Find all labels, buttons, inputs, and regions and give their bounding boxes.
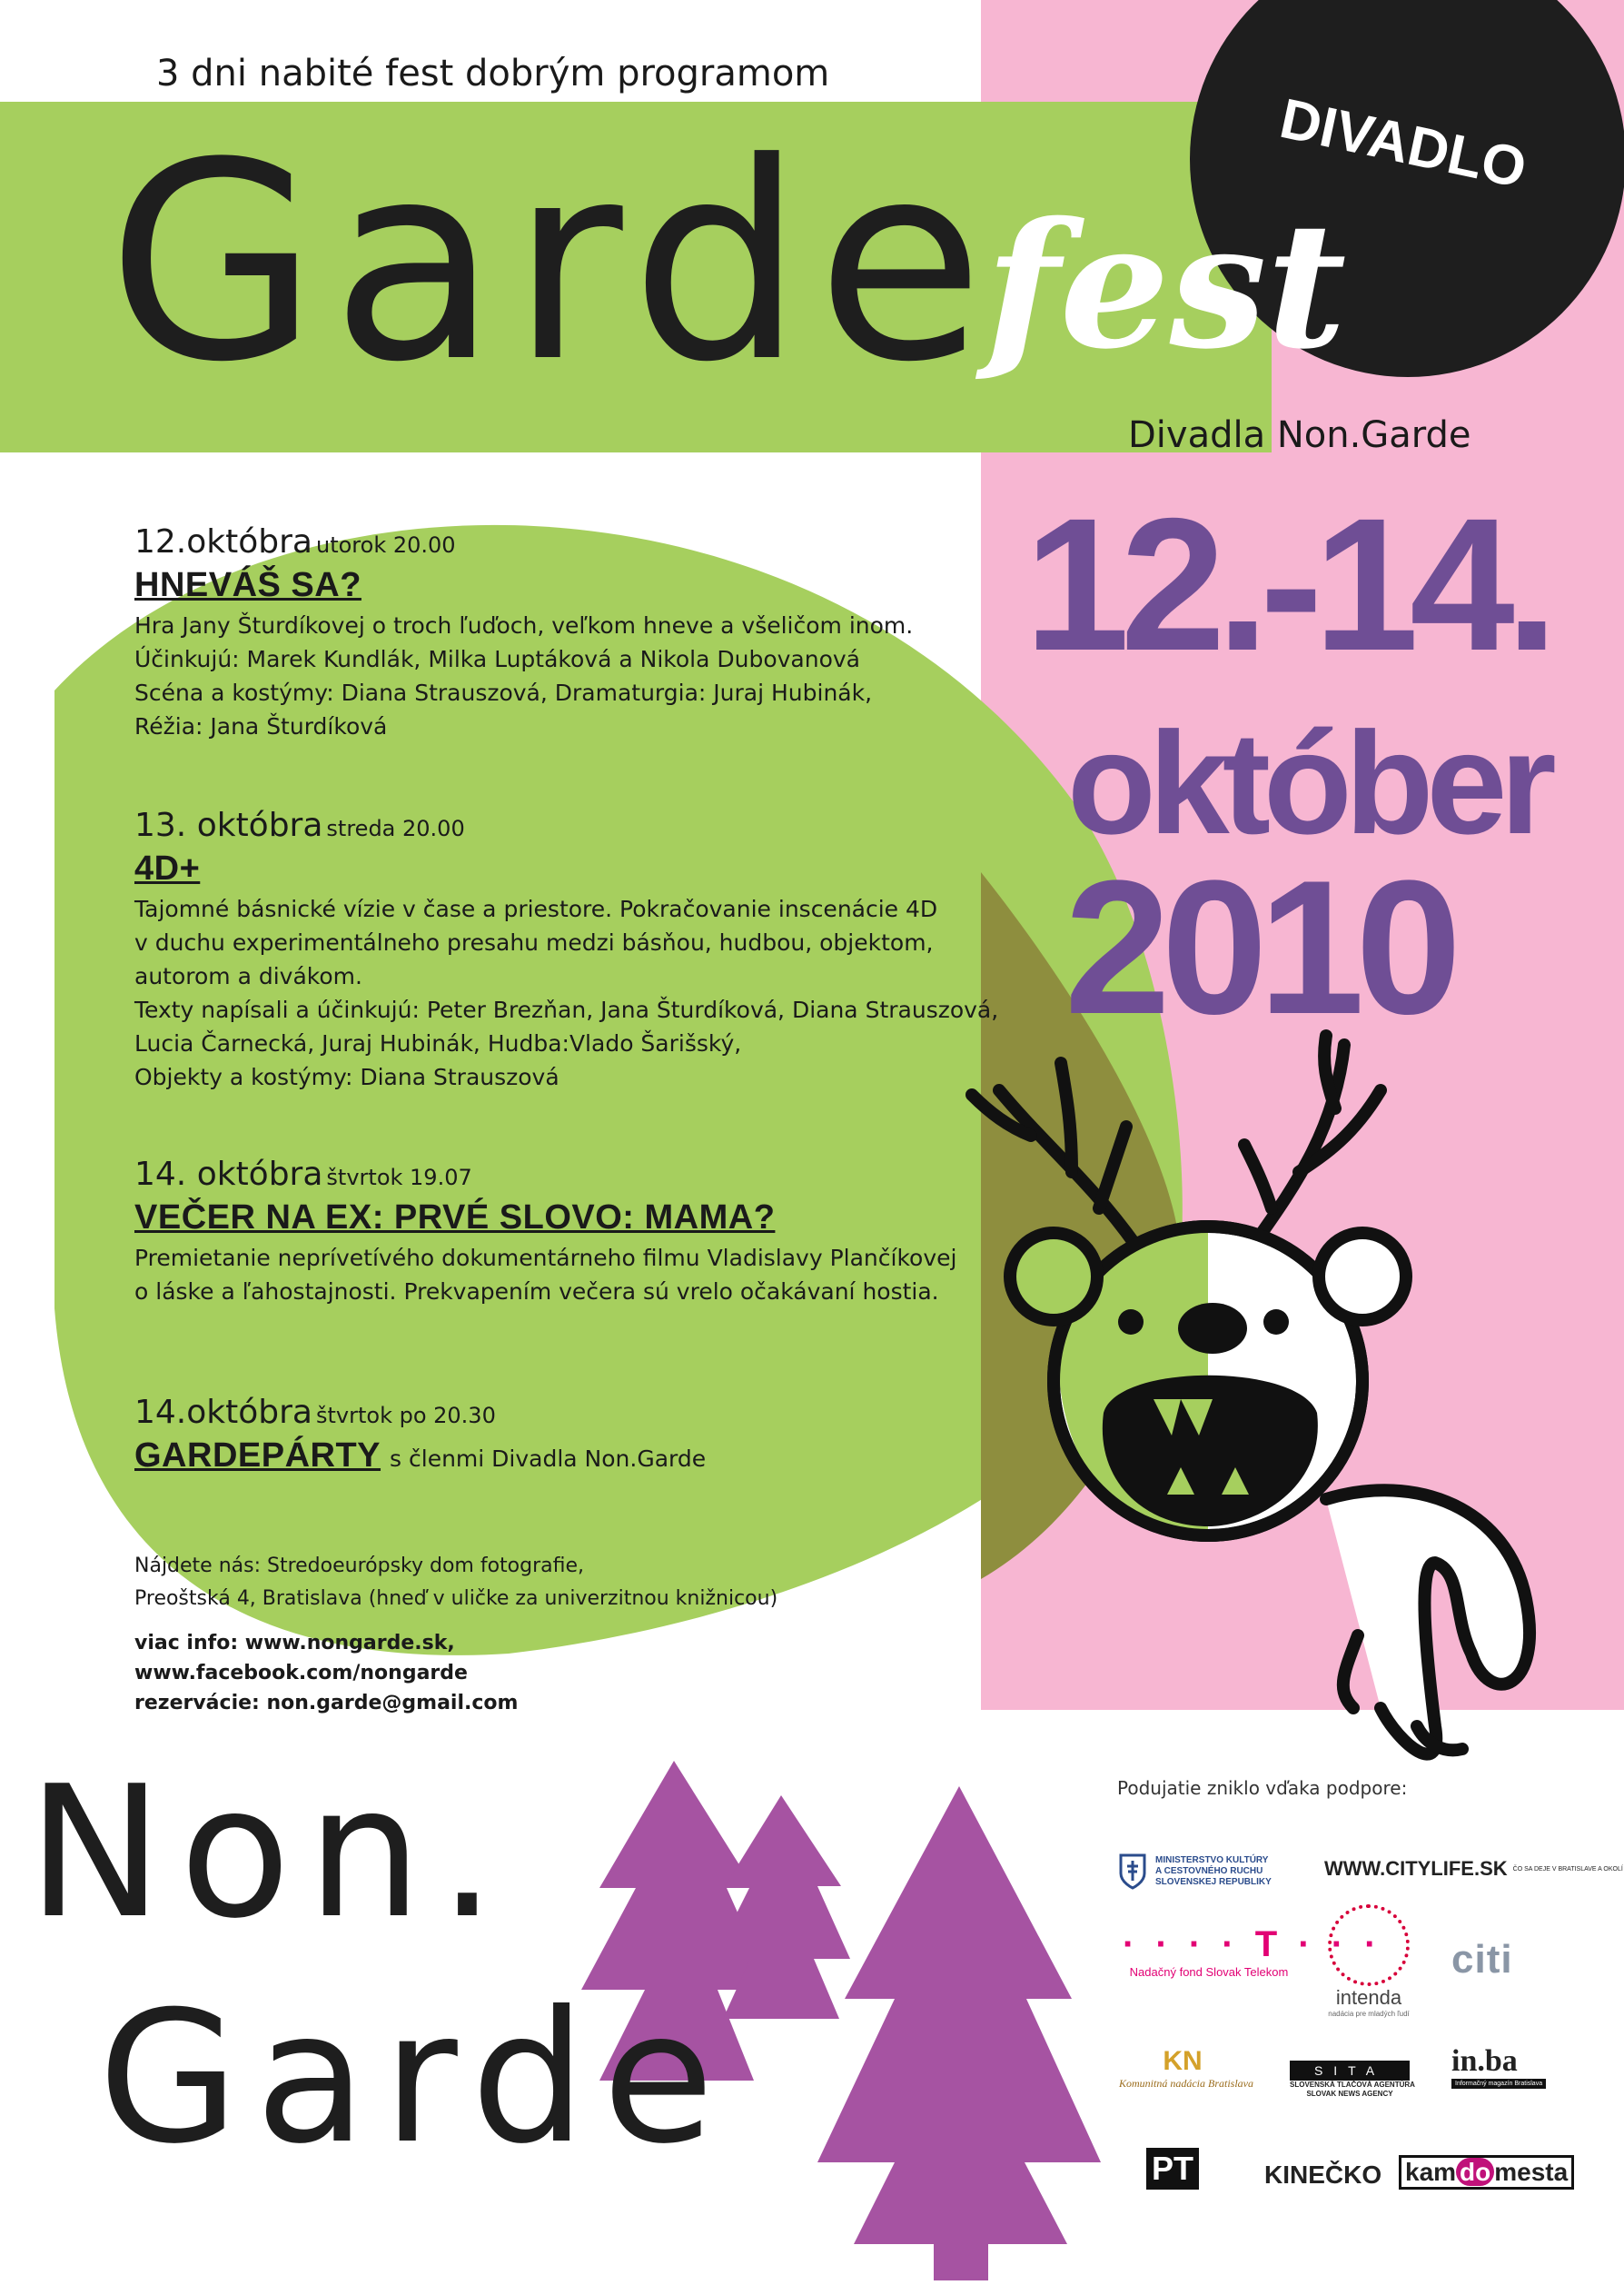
event-title: 4D+ xyxy=(134,849,201,888)
reindeer-eye-left xyxy=(1118,1309,1144,1335)
organizer-subtitle: Divadla Non.Garde xyxy=(1128,414,1471,456)
reindeer-ear-right xyxy=(1319,1233,1406,1320)
sponsor-telekom: · · · · T · · · Nadačný fond Slovak Telekom xyxy=(1123,1924,1382,1979)
sponsor-inba: in.ba Informačný magazín Bratislava xyxy=(1451,2044,1546,2089)
sponsor-pt: PT xyxy=(1146,2148,1199,2190)
event-3 xyxy=(134,1156,956,1308)
nongarde-logo-line1: Non. xyxy=(27,1747,513,1959)
event-line: autorom a divákom. xyxy=(134,963,362,989)
contact-info xyxy=(134,1628,518,1718)
sponsor-citylife: WWW.CITYLIFE.SK ČO SA DEJE V BRATISLAVE A OKOLÍ xyxy=(1324,1857,1623,1880)
event-date: 14.októbra xyxy=(134,1394,312,1431)
date-month: október xyxy=(1067,701,1550,864)
event-title: GARDEPÁRTY xyxy=(134,1436,381,1475)
logo-fest: fest xyxy=(985,184,1347,387)
event-date: 13. októbra xyxy=(134,807,323,844)
event-date: 12.októbra xyxy=(134,523,312,561)
event-title: VEČER NA EX: PRVÉ SLOVO: MAMA? xyxy=(134,1198,776,1237)
event-day-time: utorok 20.00 xyxy=(315,532,456,558)
event-extra: s členmi Divadla Non.Garde xyxy=(390,1446,707,1472)
event-4 xyxy=(134,1394,706,1475)
venue-line: Preoštská 4, Bratislava (hneď v uličke za univerzitnou knižnicou) xyxy=(134,1587,778,1610)
nongarde-logo-line2: Garde xyxy=(98,1972,731,2184)
event-1 xyxy=(134,523,913,743)
sponsor-citi: citi xyxy=(1451,1937,1513,1982)
tree-right-trunk xyxy=(934,2244,988,2280)
event-day-time: štvrtok po 20.30 xyxy=(315,1403,496,1428)
event-line: Lucia Čarnecká, Juraj Hubinák, Hudba:Vlado Šarišský, xyxy=(134,1030,742,1057)
event-line: Réžia: Jana Šturdíková xyxy=(134,713,388,740)
event-description xyxy=(134,1241,956,1308)
divadlo-badge: DIVADLO xyxy=(1274,86,1532,201)
reindeer-ear-left xyxy=(1010,1233,1097,1320)
venue-info xyxy=(134,1550,777,1615)
event-2 xyxy=(134,807,998,1094)
event-line: Scéna a kostýmy: Diana Strauszová, Dramaturgia: Juraj Hubinák, xyxy=(134,680,873,706)
sponsor-komunitna-nadacia: KN Komunitná nadácia Bratislava xyxy=(1119,2046,1253,2090)
tagline: 3 dni nabité fest dobrým programom xyxy=(156,53,830,94)
event-line: o láske a ľahostajnosti. Prekvapením večera sú vrelo očakávaní hostia. xyxy=(134,1278,939,1305)
event-line: Texty napísali a účinkujú: Peter Brezňan, Jana Šturdíková, Diana Strauszová, xyxy=(134,997,999,1023)
slovak-crest-icon xyxy=(1119,1853,1146,1890)
date-range: 12.-14. xyxy=(1025,480,1550,690)
facebook-link[interactable]: www.facebook.com/nongarde xyxy=(134,1662,468,1684)
kn-crown-icon: KN xyxy=(1163,2046,1203,2076)
sponsor-sita: SITA SLOVENSKÁ TLAČOVÁ AGENTÚRA SLOVAK NEWS AGENCY xyxy=(1290,2061,1410,2099)
event-line: Premietanie neprívetívého dokumentárneho filmu Vladislavy Plančíkovej xyxy=(134,1245,957,1271)
intenda-ring-icon xyxy=(1328,1904,1410,1986)
event-line: Objekty a kostýmy: Diana Strauszová xyxy=(134,1064,559,1090)
website-link[interactable]: viac info: www.nongarde.sk, xyxy=(134,1632,455,1654)
sponsor-intenda: intenda nadácia pre mladých ľudí xyxy=(1292,1904,1446,2018)
sponsor-kinecko: KINEČKO xyxy=(1264,2161,1382,2189)
tree-right xyxy=(817,1786,1101,2244)
date-year: 2010 xyxy=(1065,840,1453,1054)
event-title: HNEVÁŠ SA? xyxy=(134,566,361,604)
venue-line: Nájdete nás: Stredoeurópsky dom fotografie, xyxy=(134,1555,585,1577)
telekom-logo-icon: · · · · T · · · xyxy=(1123,1924,1382,1964)
event-line: Tajomné básnické vízie v čase a priestore. Pokračovanie inscenácie 4D xyxy=(134,896,938,922)
sponsors-label: Podujatie zniklo vďaka podpore: xyxy=(1117,1777,1408,1799)
logo-garde: Garde xyxy=(107,104,997,422)
sponsor-ministry: MINISTERSTVO KULTÚRY A CESTOVNÉHO RUCHU SLOVENSKEJ REPUBLIKY xyxy=(1119,1853,1272,1890)
event-line: Účinkujú: Marek Kundlák, Milka Luptáková a Nikola Dubovanová xyxy=(134,646,860,672)
event-date: 14. októbra xyxy=(134,1156,323,1193)
event-day-time: štvrtok 19.07 xyxy=(326,1165,472,1190)
sponsor-kamdomesta: kam do mesta xyxy=(1399,2155,1574,2190)
event-description xyxy=(134,609,913,743)
reindeer-eye-right xyxy=(1263,1309,1289,1335)
event-line: v duchu experimentálneho presahu medzi básňou, hudbou, objektom, xyxy=(134,929,934,956)
reservation-email[interactable]: rezervácie: non.garde@gmail.com xyxy=(134,1692,519,1714)
event-description xyxy=(134,892,998,1094)
event-line: Hra Jany Šturdíkovej o troch ľuďoch, veľkom hneve a všeličom inom. xyxy=(134,612,914,639)
event-day-time: streda 20.00 xyxy=(326,816,465,841)
reindeer-nose xyxy=(1178,1303,1247,1354)
